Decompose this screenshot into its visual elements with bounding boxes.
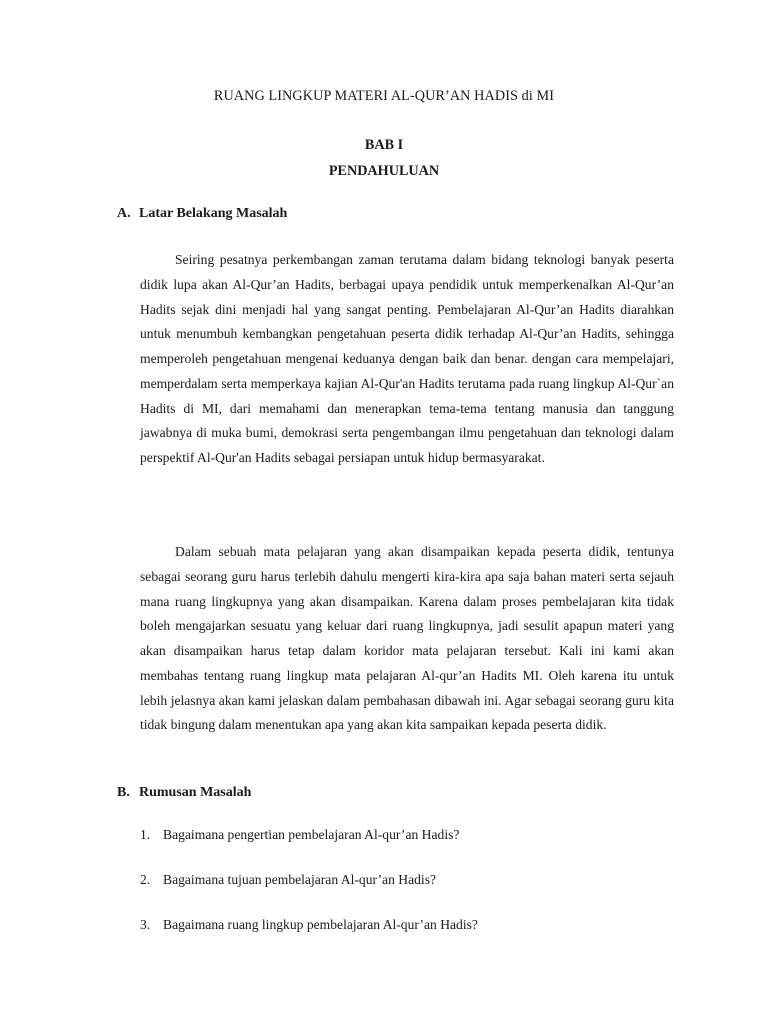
- paragraph-1: Seiring pesatnya perkembangan zaman terutama dalam bidang teknologi banyak peserta didik lupa akan Al-Qur’an Hadits, berbagai upaya pendidik untuk memperkenalkan Al-Qur’an Hadits sejak dini menjadi hal yang sangat penting. Pembelajaran Al-Qur’an Hadits diarahkan untuk menumbuh kembangkan pengetahuan peserta didik terhadap Al-Qur’an Hadits, sehingga memperoleh pengetahuan mengenai keduanya dengan baik dan benar. dengan cara mempelajari, memperdalam serta memperkaya kajian Al-Qur'an Hadits terutama pada ruang lingkup Al-Qur`an Hadits di MI, dari memahami dan menerapkan tema-tema tentang manusia dan tanggung jawabnya di muka bumi, demokrasi serta pengembangan ilmu pengetahuan dan teknologi dalam perspektif Al-Qur'an Hadits sebagai persiapan untuk hidup bermasyarakat.: [140, 252, 674, 465]
- list-item-text: Bagaimana pengertian pembelajaran Al-qur’an Hadis?: [163, 827, 460, 842]
- document-title: RUANG LINGKUP MATERI AL-QUR’AN HADIS di MI: [213, 88, 555, 104]
- list-item: [140, 916, 674, 961]
- problem-list: [140, 826, 674, 961]
- chapter-title: PENDAHULUAN: [328, 163, 440, 179]
- list-item: [140, 871, 674, 916]
- section-b-marker: B.: [117, 785, 130, 800]
- section-a-heading-text: Latar Belakang Masalah: [139, 206, 288, 221]
- list-item-number: 2.: [140, 872, 151, 887]
- section-b-heading-text: Rumusan Masalah: [139, 785, 252, 800]
- section-a-marker: A.: [117, 206, 131, 221]
- list-item-number: 1.: [140, 827, 151, 842]
- list-item-text: Bagaimana ruang lingkup pembelajaran Al-qur’an Hadis?: [163, 917, 478, 932]
- list-item: [140, 826, 674, 871]
- list-item-number: 3.: [140, 917, 151, 932]
- list-item-text: Bagaimana tujuan pembelajaran Al-qur’an Hadis?: [163, 872, 437, 887]
- paragraph-2: Dalam sebuah mata pelajaran yang akan disampaikan kepada peserta didik, tentunya sebagai seorang guru harus terlebih dahulu mengerti kira-kira apa saja bahan materi serta sejauh mana ruang lingkupnya yang akan disampaikan. Karena dalam proses pembelajaran kita tidak boleh mengajarkan sesuatu yang keluar dari ruang lingkupnya, jadi sesulit apapun materi yang akan disampaikan harus tetap dalam koridor mata pelajaran tersebut. Kali ini kami akan membahas tentang ruang lingkup mata pelajaran Al-qur’an Hadits MI. Oleh karena itu untuk lebih jelasnya akan kami jelaskan dalam pembahasan dibawah ini. Agar sebagai seorang guru kita tidak bingung dalam menentukan apa yang akan kita sampaikan kepada peserta didik.: [140, 544, 674, 733]
- section-b-heading: [117, 785, 251, 801]
- chapter-number: BAB I: [364, 137, 404, 153]
- section-a-heading: [117, 206, 287, 222]
